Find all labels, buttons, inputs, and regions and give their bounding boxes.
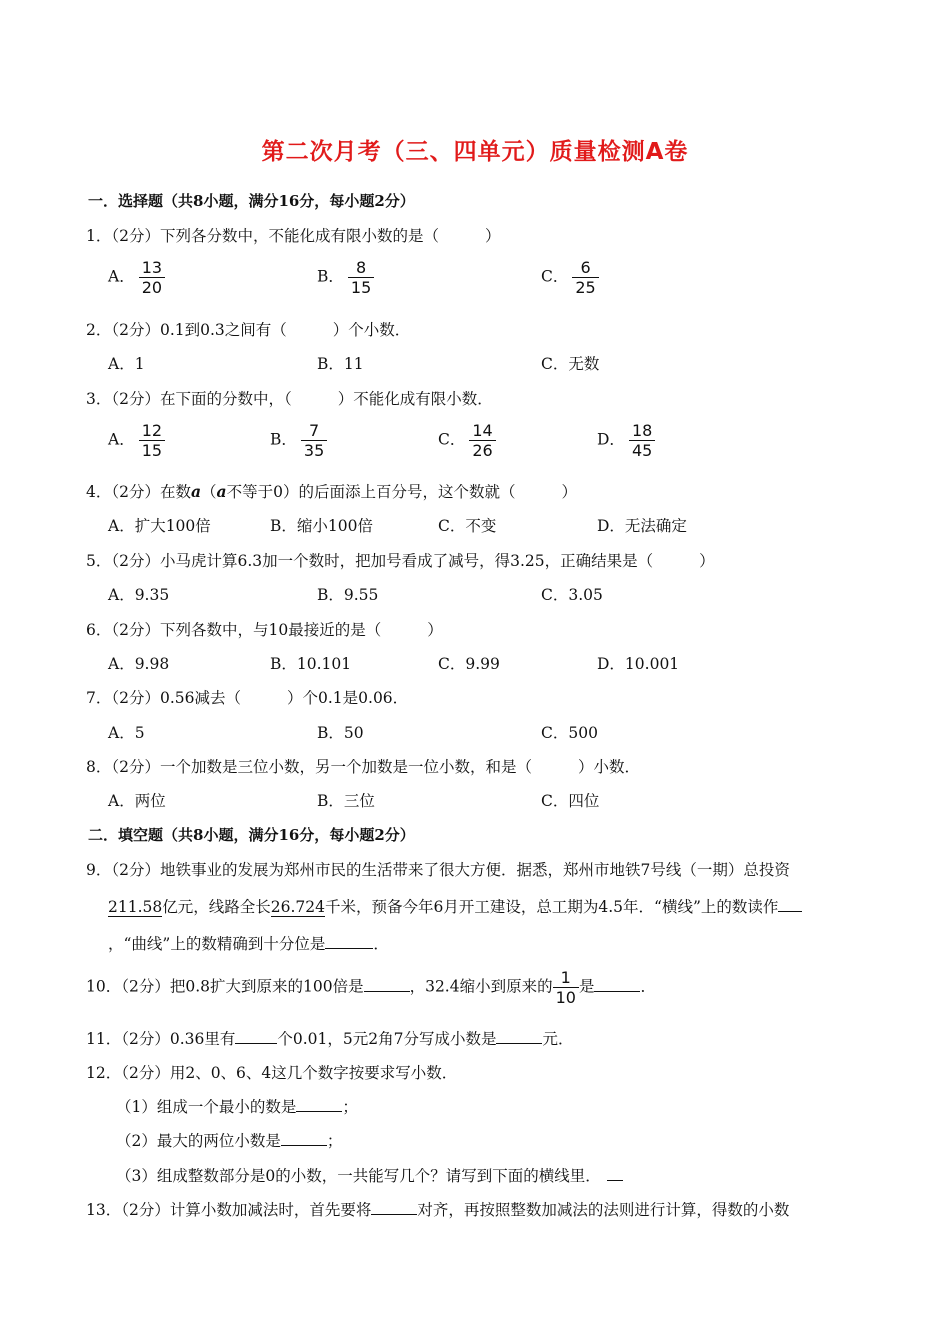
- q2-option-a[interactable]: A．1: [108, 355, 145, 373]
- answer-blank[interactable]: [235, 1029, 277, 1044]
- q8-option-c[interactable]: C．四位: [541, 792, 600, 810]
- fraction: $\frac{7}{35}$: [301, 421, 327, 460]
- question-12: 12．（2分）用2、0、6、4这几个数字按要求写小数．: [86, 1064, 458, 1082]
- question-13: 13．（2分）计算小数加减法时，首先要将 对齐，再按照整数加减法的法则进行计算，得数的小数: [86, 1201, 790, 1219]
- section-heading-fill: 二．填空题（共8小题，满分16分，每小题2分）: [88, 826, 415, 844]
- question-2: 2．（2分）0.1到0.3之间有（ ）个小数．: [86, 321, 411, 339]
- q4-option-d[interactable]: D．无法确定: [597, 517, 687, 535]
- q8-option-a[interactable]: A．两位: [108, 792, 166, 810]
- fraction: $\frac{6}{25}$: [572, 258, 598, 297]
- question-9-line-2: 211.58亿元，线路全长26.724千米，预备今年6月开工建设，总工期为4.5年．“横线”上的数读作: [108, 895, 802, 917]
- question-10: 10．（2分）把0.8扩大到原来的100倍是 ，32.4缩小到原来的 $\frac{1}{10}$ 是 ．: [86, 968, 656, 1007]
- q5-option-a[interactable]: A．9.35: [108, 586, 170, 604]
- q5-option-b[interactable]: B．9.55: [317, 586, 379, 604]
- question-stem: 1．（2分）下列各分数中，不能化成有限小数的是（: [86, 227, 439, 245]
- q8-option-b[interactable]: B．三位: [317, 792, 375, 810]
- q6-option-a[interactable]: A．9.98: [108, 655, 170, 673]
- section-heading-choice: 一．选择题（共8小题，满分16分，每小题2分）: [88, 192, 415, 210]
- q3-option-c[interactable]: C． $\frac{14}{26}$: [438, 421, 496, 460]
- q7-option-b[interactable]: B．50: [317, 724, 364, 742]
- question-4: 4．（2分）在数a（a不等于0）的后面添上百分号，这个数就（ ）: [86, 482, 577, 501]
- question-9: 9．（2分）地铁事业的发展为郑州市民的生活带来了很大方便．据悉，郑州市地铁7号线（一期）总投资: [86, 861, 790, 879]
- q1-option-c[interactable]: C． $\frac{6}{25}$: [541, 258, 599, 297]
- q7-option-a[interactable]: A．5: [108, 724, 145, 742]
- q3-option-d[interactable]: D． $\frac{18}{45}$: [597, 421, 655, 460]
- fraction: $\frac{8}{15}$: [348, 258, 374, 297]
- q12-part-3: （3）组成整数部分是0的小数，一共能写几个？请写到下面的横线里．: [116, 1164, 623, 1186]
- q6-option-b[interactable]: B．10.101: [270, 655, 352, 673]
- fraction: $\frac{18}{45}$: [629, 421, 655, 460]
- q1-option-a[interactable]: A． $\frac{13}{20}$: [108, 258, 165, 297]
- question-3: 3．（2分）在下面的分数中，（ ）不能化成有限小数．: [86, 390, 493, 408]
- fraction: $\frac{1}{10}$: [553, 968, 579, 1007]
- answer-blank[interactable]: [296, 1097, 342, 1112]
- question-1: 1．（2分）下列各分数中，不能化成有限小数的是（ ）: [86, 227, 501, 245]
- answer-blank[interactable]: [325, 934, 373, 949]
- q6-option-d[interactable]: D．10.001: [597, 655, 680, 673]
- q6-option-c[interactable]: C．9.99: [438, 655, 500, 673]
- wavy-underlined-number: 211.58: [108, 898, 163, 916]
- answer-blank[interactable]: [281, 1131, 327, 1146]
- q4-option-a[interactable]: A．扩大100倍: [108, 517, 211, 535]
- q1-option-b[interactable]: B． $\frac{8}{15}$: [317, 258, 374, 297]
- q2-option-b[interactable]: B．11: [317, 355, 364, 373]
- answer-blank[interactable]: [594, 977, 640, 992]
- question-9-line-3: ，“曲线”上的数精确到十分位是 ．: [108, 935, 389, 953]
- q4-option-c[interactable]: C．不变: [438, 517, 497, 535]
- fraction: $\frac{13}{20}$: [139, 258, 165, 297]
- answer-blank[interactable]: [371, 1200, 417, 1215]
- answer-blank[interactable]: [496, 1029, 542, 1044]
- q5-option-c[interactable]: C．3.05: [541, 586, 603, 604]
- q12-part-1: （1）组成一个最小的数是 ；: [116, 1098, 358, 1116]
- answer-blank[interactable]: [607, 1166, 623, 1181]
- page-title: 第二次月考（三、四单元）质量检测A卷: [261, 139, 689, 165]
- underlined-number: 26.724: [270, 898, 326, 916]
- fraction: $\frac{12}{15}$: [139, 421, 165, 460]
- q2-option-c[interactable]: C．无数: [541, 355, 600, 373]
- question-11: 11．（2分）0.36里有 个0.01，5元2角7分写成小数是 元．: [86, 1030, 574, 1048]
- q7-option-c[interactable]: C．500: [541, 724, 598, 742]
- q3-option-b[interactable]: B． $\frac{7}{35}$: [270, 421, 327, 460]
- question-8: 8．（2分）一个加数是三位小数，另一个加数是一位小数，和是（ ）小数．: [86, 758, 640, 776]
- q4-option-b[interactable]: B．缩小100倍: [270, 517, 373, 535]
- question-7: 7．（2分）0.56减去（ ）个0.1是0.06．: [86, 689, 409, 707]
- answer-blank[interactable]: [364, 977, 410, 992]
- question-5: 5．（2分）小马虎计算6.3加一个数时，把加号看成了减号，得3.25，正确结果是（ ）: [86, 552, 715, 570]
- fraction: $\frac{14}{26}$: [469, 421, 495, 460]
- q3-option-a[interactable]: A． $\frac{12}{15}$: [108, 421, 165, 460]
- question-6: 6．（2分）下列各数中，与10最接近的是（ ）: [86, 621, 443, 639]
- q12-part-2: （2）最大的两位小数是 ；: [116, 1132, 343, 1150]
- answer-blank[interactable]: [778, 897, 802, 912]
